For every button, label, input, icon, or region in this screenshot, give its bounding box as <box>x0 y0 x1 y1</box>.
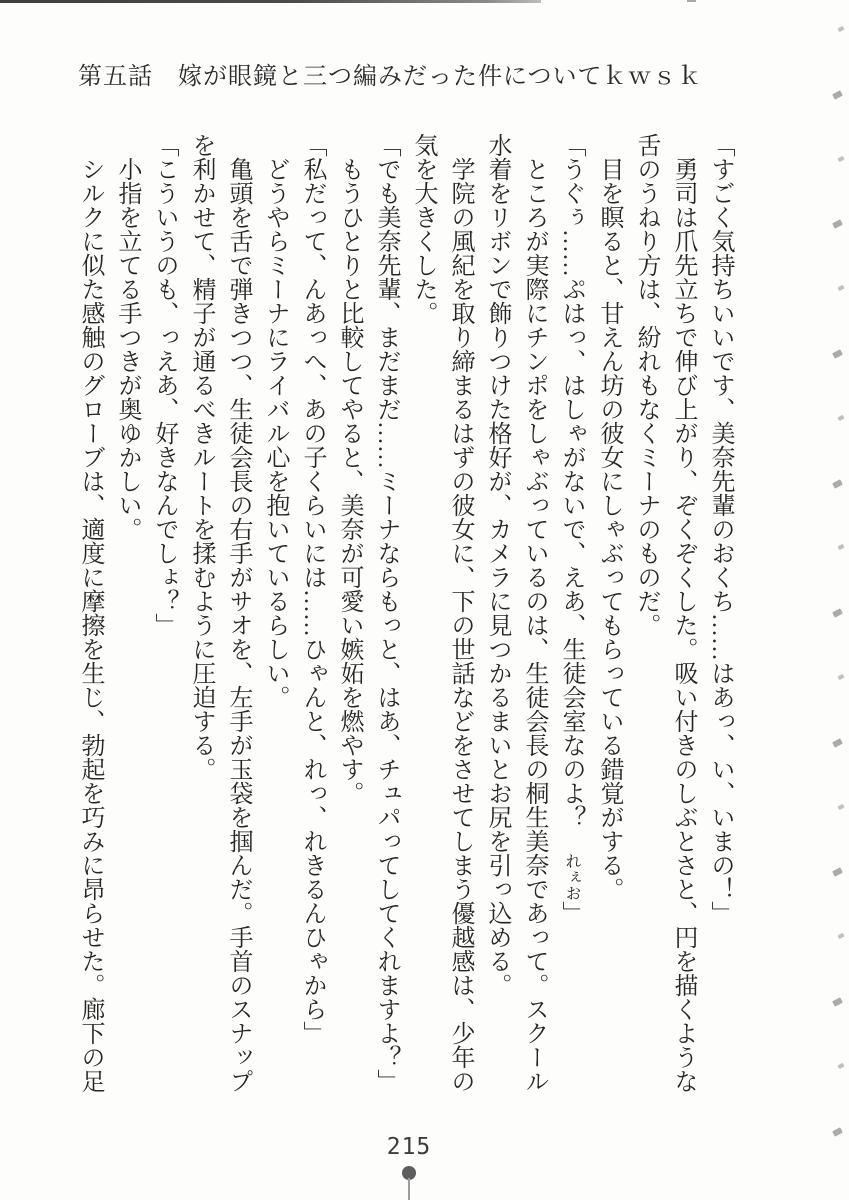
text-line <box>478 133 515 1125</box>
text-line <box>664 133 701 1125</box>
text-run: 気を大きくした。 <box>410 133 436 325</box>
edge-mark-artifact <box>832 1127 843 1137</box>
text-line <box>182 133 219 1125</box>
text-run: 目を瞑ると、甘えん坊の彼女にしゃぶってもらっている錯覚がする。 <box>596 157 622 901</box>
edge-mark-artifact <box>837 156 844 162</box>
text-line <box>293 133 330 1125</box>
edge-mark-artifact <box>832 997 843 1007</box>
text-line <box>367 133 404 1125</box>
text-line <box>256 133 293 1125</box>
text-line <box>590 133 627 1125</box>
text-line <box>701 133 738 1125</box>
text-run: 舌のうねり方は、紛れもなくミーナのものだ。 <box>633 133 659 637</box>
text-run: 」 <box>558 901 584 925</box>
text-run: 「私だって、んあっへ、あの子くらいには……ひゃんと、れっ、れきるんひゃから」 <box>299 133 325 1045</box>
text-run: 水着をリボンで飾りつけた格好が、カメラに見つかるまいとお尻を引っ込める。 <box>484 133 510 997</box>
text-line <box>627 133 664 1125</box>
edge-mark-artifact <box>832 219 843 229</box>
top-scan-speck <box>687 0 696 2</box>
edge-mark-artifact <box>837 804 844 810</box>
text-run: 「すごく気持ちいいです、美奈先輩のおくち……はあっ、い、いまの！」 <box>707 133 733 925</box>
text-run: 勇司は爪先立ちで伸び上がり、ぞくぞくした。吸い付きのしぶとさと、円を描くような <box>670 157 696 1093</box>
text-run: 小指を立てる手つきが奥ゆかしい。 <box>114 157 140 541</box>
edge-mark-artifact <box>832 349 843 359</box>
edge-mark-artifact <box>837 285 844 291</box>
text-run-small: れぇお <box>563 853 580 901</box>
chapter-title: 第五話 嫁が眼鏡と三つ編みだった件についてｋｗｓｋ <box>78 64 703 90</box>
edge-mark-artifact <box>832 867 843 877</box>
text-run: どうやらミーナにライバル心を抱いているらしい。 <box>262 157 288 709</box>
text-line <box>108 133 145 1125</box>
edge-mark-artifact <box>832 479 843 489</box>
text-run: 学院の風紀を取り締まるはずの彼女に、下の世話などをさせてしまう優越感は、少年の <box>447 157 473 1093</box>
top-scan-artifact <box>0 0 541 3</box>
text-line <box>441 133 478 1125</box>
text-line <box>552 133 590 1125</box>
edge-mark-artifact <box>837 674 844 680</box>
edge-mark-artifact <box>832 90 843 100</box>
edge-mark-artifact <box>837 415 844 421</box>
page-number: 215 <box>386 1134 432 1160</box>
text-run: シルクに似た感触のグローブは、適度に摩擦を生じ、勃起を巧みに昂らせた。廊下の足 <box>77 157 103 1093</box>
edge-mark-artifact <box>832 738 843 748</box>
body-text <box>71 133 738 1125</box>
text-run: 亀頭を舌で弾きつつ、生徒会長の右手がサオを、左手が玉袋を掴んだ。手首のスナップ <box>225 157 251 1093</box>
text-line <box>145 133 182 1125</box>
edge-mark-artifact <box>837 544 844 550</box>
text-run: 「でも美奈先輩、まだまだ……ミーナならもっと、はあ、チュパってしてくれますよ？」 <box>373 133 399 1093</box>
text-line <box>515 133 552 1125</box>
text-line <box>330 133 367 1125</box>
edge-mark-artifact <box>837 933 844 939</box>
text-line <box>71 133 108 1125</box>
edge-mark-artifact <box>832 608 843 618</box>
text-run: 「こういうのも、っえあ、好きなんでしょ？」 <box>151 133 177 637</box>
edge-mark-artifact <box>837 26 844 32</box>
text-run: 「うぐぅ……ぷはっ、はしゃがないで、えあ、生徒会室なのよ？ <box>558 133 584 853</box>
text-run: もうひとりと比較してやると、美奈が可愛い嫉妬を燃やす。 <box>336 157 362 805</box>
text-line <box>219 133 256 1125</box>
text-run: ところが実際にチンポをしゃぶっているのは、生徒会長の桐生美奈であって。スクール <box>521 157 547 1093</box>
scan-pin-stem-artifact <box>408 1178 410 1200</box>
text-line <box>404 133 441 1125</box>
edge-mark-artifact <box>837 1063 844 1069</box>
text-run: を利かせて、精子が通るべきルートを揉むように圧迫する。 <box>188 133 214 781</box>
